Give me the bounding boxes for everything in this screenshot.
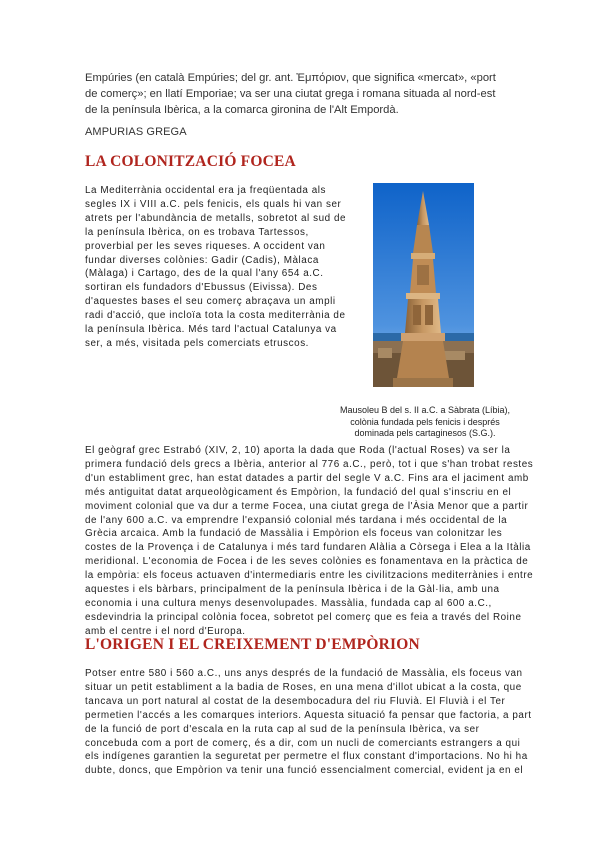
intro-line: de la península Ibèrica, a la comarca gironina de l'Alt Empordà.: [85, 104, 399, 116]
text-line: d'un establiment grec, han estat datades a partir del segle V a.C. Fins ara el jaciment amb: [85, 472, 529, 484]
text-line: Potser entre 580 i 560 a.C., uns anys després de la fundació de Massàlia, els foceus van: [85, 668, 523, 679]
text-line: proverbial per les seves riqueses. A occident van: [85, 240, 326, 252]
text-line: concebuda com a port de comerç, és a dir, com un nucli de comerciants estrangers a qui: [85, 737, 521, 749]
caption-line: colònia fundada pels fenicis i després: [350, 416, 500, 427]
text-line: els indígenes garantien la seguretat per permetre el flux constant d'importacions. No hi ha: [85, 751, 528, 763]
text-line: de la funció de port d'escala en la ruta cap al sud de la península Ibèrica, va ser: [85, 723, 480, 735]
text-line: d'aquestes bases el seu comerç abraçava un ampli: [85, 296, 336, 308]
text-line: aquestes i els bàrbars, principalment de la península Ibèrica i de la Gàl·lia, amb una: [85, 584, 500, 596]
text-line: situar un petit establiment a la badia de Roses, en una mena d'illot ubicat a la costa, que: [85, 681, 522, 693]
text-line: permetien l'accés a les comarques interiors. Aquesta situació fa pensar que factoria, a part: [85, 709, 532, 721]
text-line: la península Ibèrica. Més tard l'actual Catalunya va: [85, 324, 337, 336]
text-line: El geògraf grec Estrabó (XIV, 2, 10) aporta la dada que Roda (l'actual Roses) va ser la: [85, 445, 511, 456]
section-heading-origen: L'ORIGEN I EL CREIXEMENT D'EMPÒRION: [85, 636, 420, 653]
text-line: Grècia arcaica. Amb la fundació de Massàlia i Empòrion els foceus van colonitzar les: [85, 528, 503, 540]
text-line: amb el centre i el nord d'Europa.: [85, 625, 246, 637]
text-line: moviment colonial que va dur a terme Focea, una ciutat grega de l'Àsia Menor que a partir: [85, 500, 529, 512]
text-line: fundar diverses colònies: Gadir (Cadis), Màlaca: [85, 254, 319, 266]
mausoleum-photo: [373, 183, 474, 387]
caption-line: Mausoleu B del s. II a.C. a Sàbrata (Líbia),: [339, 405, 511, 415]
text-line: radi d'acció, que incloïa tota la costa mediterrània de: [85, 310, 346, 322]
text-line: segles IX i VIII a.C. pels fenicis, els quals hi van ser: [85, 198, 342, 210]
text-line: esdevindria la principal colònia focea, sobretot pel comerç que es feia a través del Roine: [85, 611, 522, 623]
intro-paragraph: [85, 70, 525, 118]
caption-line: dominada pels cartaginesos (S.G.).: [354, 428, 496, 438]
text-line: sortiran els fundadors d'Ebussus (Eivissa). Des: [85, 282, 318, 294]
text-line: La Mediterrània occidental era ja freqüentada als: [85, 185, 327, 196]
text-line: atrets per l'abundància de metalls, sobretot al sud de: [85, 212, 347, 224]
text-line: dubte, doncs, que Empòrion va tenir una funció essencialment comercial, evident ja en el: [85, 765, 524, 777]
figure-caption: [325, 405, 525, 440]
text-line: (Màlaga) i Cartago, des de la qual l'any 654 a.C.: [85, 268, 324, 280]
text-line: economia i una cultura menys desenvolupades. Massàlia, fundada cap al 600 a.C.,: [85, 597, 492, 609]
intro-line: Empúries (en català Empúries; del gr. ant. Ἐμπόριον, que significa «mercat», «port: [85, 72, 496, 84]
text-line: la empòria: els foceus actuaven d'intermediaris entre les civilitzacions mediterrànies i entre: [85, 570, 534, 582]
text-line: de l'any 600 a.C. va emprendre l'expansió colonial més tardana i més occidental de la: [85, 514, 508, 526]
paragraph-estrabo: [85, 444, 534, 639]
text-line: tancava un port natural al costat de la desembocadura del riu Fluvià. El Fluvià i el Ter: [85, 695, 506, 707]
subheading: AMPURIAS GREGA: [85, 126, 187, 138]
text-line: primera fundació dels grecs a Ibèria, anterior al 776 a.C., però, tot i que s'han trobat restes: [85, 458, 534, 470]
section-heading-colonitzacio: LA COLONITZACIÓ FOCEA: [85, 153, 296, 170]
paragraph-origen: [85, 667, 532, 778]
intro-line: de comerç»; en llatí Emporiae; va ser una ciutat grega i romana situada al nord-est: [85, 88, 496, 100]
text-line: la península Ibèrica, on es trobava Tartessos,: [85, 226, 309, 238]
text-line: costes de la Provença i de Catalunya i més tard fundaren Alàlia a Còrsega i Elea a la Itàlia: [85, 542, 531, 554]
text-line: més antiguitat datat arqueològicament és Empòrion, la fundació del qual s'inscriu en el: [85, 486, 512, 498]
text-line: meridional. L'economia de Focea i de les seves colònies es fonamentava en la pràctica de: [85, 556, 529, 568]
text-line: ser, a més, visitada pels comerciats etruscos.: [85, 337, 309, 349]
paragraph-mediterrania: [85, 184, 347, 351]
